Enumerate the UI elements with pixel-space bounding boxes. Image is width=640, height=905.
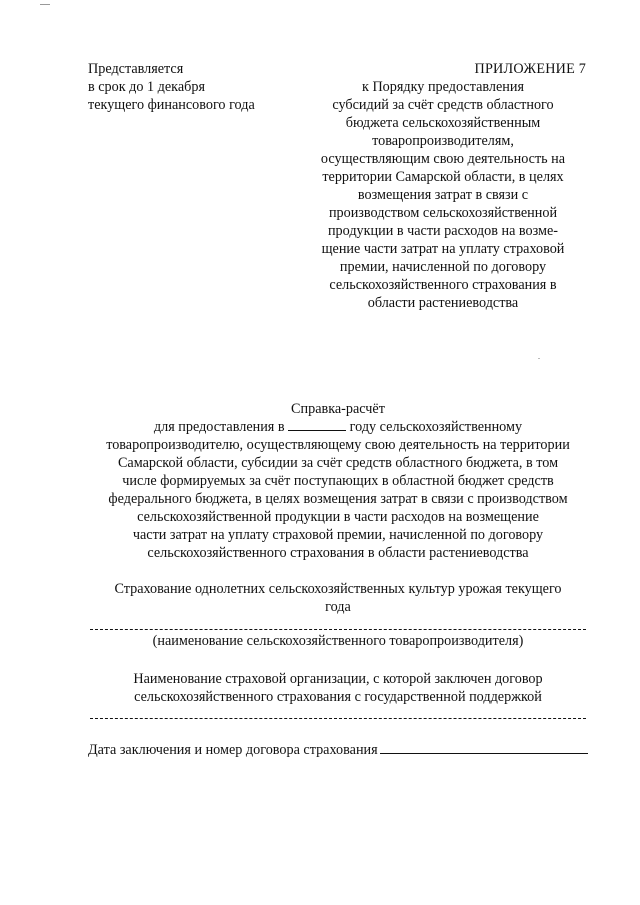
- insurance-heading: [88, 580, 588, 616]
- contract-date-row: [88, 740, 588, 759]
- appendix-line: товаропроизводителям,: [372, 133, 514, 149]
- certificate-line: товаропроизводителю, осуществляющему свою деятельность на территории: [106, 437, 570, 453]
- contract-date-label: Дата заключения и номер договора страхования: [88, 742, 378, 758]
- appendix-line: осуществляющим свою деятельность на: [320, 151, 566, 167]
- appendix-title: ПРИЛОЖЕНИЕ 7: [474, 61, 586, 77]
- producer-name-field[interactable]: [90, 629, 586, 630]
- contract-date-field[interactable]: [380, 740, 588, 754]
- appendix-line: территории Самарской области, в целях: [322, 169, 564, 185]
- certificate-title: Справка-расчёт: [291, 401, 385, 417]
- certificate-first-line: [88, 418, 588, 436]
- appendix-line: возмещения затрат в связи с: [357, 187, 529, 203]
- appendix-line: щение части затрат на уплату страховой: [321, 241, 565, 257]
- scan-speck: [538, 358, 540, 359]
- certificate-line: числе формируемых за счёт поступающих в областной бюджет средств: [122, 473, 554, 489]
- insurer-label: [88, 670, 588, 706]
- appendix-header: [300, 60, 586, 312]
- appendix-line: сельскохозяйственного страхования в: [329, 277, 557, 293]
- appendix-line: области растениеводства: [367, 295, 519, 311]
- certificate-line: части затрат на уплату страховой премии, начисленной по договору: [132, 527, 544, 543]
- certificate-first-line-start: для предоставления в: [153, 419, 285, 435]
- certificate-line: сельскохозяйственного страхования в области растениеводства: [147, 545, 529, 561]
- insurer-name-field[interactable]: [90, 718, 586, 719]
- producer-name-caption: (наименование сельскохозяйственного товаропроизводителя): [152, 633, 524, 649]
- submission-note-line: в срок до 1 декабря: [88, 79, 205, 95]
- submission-note-line: Представляется: [88, 61, 184, 77]
- certificate-line: сельскохозяйственной продукции в части расходов на возмещение: [137, 509, 539, 525]
- insurance-heading-line: года: [325, 599, 351, 615]
- certificate-line: Самарской области, субсидии за счёт средств областного бюджета, в том: [117, 455, 559, 471]
- certificate-line: федерального бюджета, в целях возмещения затрат в связи с производством: [108, 491, 568, 507]
- insurer-label-line: сельскохозяйственного страхования с государственной поддержкой: [134, 689, 542, 705]
- year-blank-field[interactable]: [288, 418, 346, 431]
- appendix-line: продукции в части расходов на возме-: [327, 223, 559, 239]
- insurer-label-line: Наименование страховой организации, с которой заключен договор: [133, 671, 543, 687]
- appendix-line: премии, начисленной по договору: [339, 259, 547, 275]
- corner-mark: [40, 0, 50, 5]
- submission-note-line: текущего финансового года: [88, 97, 255, 113]
- certificate-first-line-end: году сельскохозяйственному: [349, 419, 523, 435]
- certificate-block: [88, 400, 588, 562]
- appendix-line: субсидий за счёт средств областного: [332, 97, 554, 113]
- appendix-line: бюджета сельскохозяйственным: [345, 115, 541, 131]
- appendix-line: производством сельскохозяйственной: [328, 205, 558, 221]
- submission-note: [88, 60, 308, 114]
- appendix-line: к Порядку предоставления: [362, 79, 524, 95]
- insurance-heading-line: Страхование однолетних сельскохозяйственных культур урожая текущего: [114, 581, 562, 597]
